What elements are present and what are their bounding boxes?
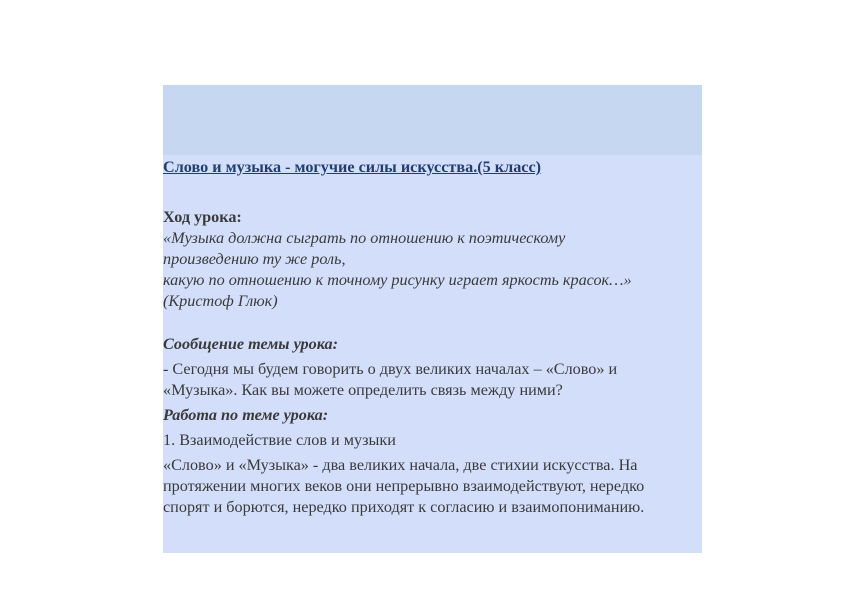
work-heading: Работа по теме урока: [163,406,329,424]
section-1-line: «Слово» и «Музыка» - два великих начала, две стихии искусства. На [163,456,638,474]
section-1-line: протяжении многих веков они непрерывно взаимодействуют, нередко [163,477,645,495]
topic-line: - Сегодня мы будем говорить о двух великих началах – «Слово» и [163,360,618,378]
section-1-paragraph [163,455,702,518]
topic-line: «Музыка». Как вы можете определить связь между ними? [163,381,563,399]
topic-heading: Сообщение темы урока: [163,335,339,353]
document-title[interactable]: Слово и музыка - могучие силы искусства.(5 класс) [163,158,542,176]
epigraph-line: произведению ту же роль, [163,250,346,268]
document-panel [163,85,702,553]
section-1-line: спорят и борются, нередко приходят к согласию и взаимопониманию. [163,498,645,516]
epigraph-line: «Музыка должна сыграть по отношению к поэтическому [163,229,566,247]
epigraph [163,228,702,312]
epigraph-line: какую по отношению к точному рисунку играет яркость красок…» [163,271,632,289]
lesson-heading: Ход урока: [163,208,242,226]
epigraph-author: (Кристоф Глюк) [163,292,278,310]
panel-header-band [163,85,702,155]
section-1-title: 1. Взаимодействие слов и музыки [163,431,396,449]
topic-paragraph [163,359,702,401]
document-content [163,157,702,522]
